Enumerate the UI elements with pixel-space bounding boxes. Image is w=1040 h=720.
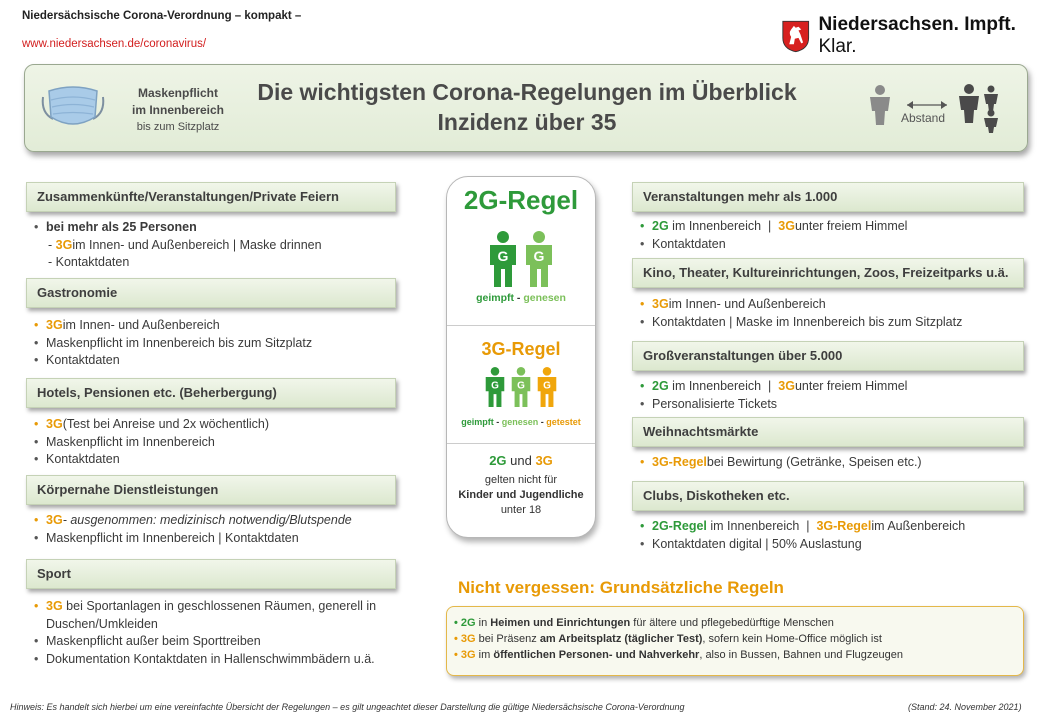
section-header-clubs: Clubs, Diskotheken etc. bbox=[632, 481, 1024, 511]
distance-label: Abstand bbox=[901, 111, 946, 125]
list-body-services bbox=[34, 512, 414, 547]
svg-text:G: G bbox=[543, 380, 551, 392]
list-item: • Kontaktdaten digital | 50% Auslastung bbox=[640, 536, 862, 551]
list-item: • Dokumentation Kontaktdaten in Hallenschwimmbädern u.ä. bbox=[34, 651, 375, 666]
exception-heading: 2G und 3G bbox=[489, 453, 553, 468]
date-stamp: (Stand: 24. November 2021) bbox=[908, 702, 1022, 712]
rule-2g-title: 2G-Regel bbox=[463, 185, 579, 215]
logo-text: Niedersachsen. Impft. Klar. bbox=[818, 14, 1016, 57]
list-item: • 2G-Regel im Innenbereich | 3G-Regel im Außenbereich bbox=[640, 519, 966, 533]
footnote: Hinweis: Es handelt sich hierbei um eine vereinfachte Übersicht der Regelungen – es gilt ungeachtet dieser Darstellung die gültige Niedersächsische Corona-Verordnung bbox=[10, 702, 685, 712]
section-header-events-1000: Veranstaltungen mehr als 1.000 bbox=[632, 182, 1024, 212]
list-culture bbox=[640, 296, 1030, 331]
list-item: - 3G im Innen- und Außenbereich | Maske drinnen bbox=[48, 237, 322, 252]
list-item: - Kontaktdaten bbox=[48, 255, 130, 269]
rule-3g-caption: geimpft - genesen - getestet bbox=[461, 417, 581, 427]
reminder-item: • 2G in Heimen und Einrichtungen für ältere und pflegebedürftige Menschen bbox=[454, 617, 834, 629]
list-item: • Maskenpflicht im Innenbereich | Kontaktdaten bbox=[34, 530, 299, 545]
list-item: • bei mehr als 25 Personen bbox=[34, 220, 197, 234]
niedersachsen-logo bbox=[781, 14, 1040, 58]
list-item: • Personalisierte Tickets bbox=[640, 396, 778, 411]
section-header-events-5000: Großveranstaltungen über 5.000 bbox=[632, 341, 1024, 371]
section-header-body-services: Körpernahe Dienstleistungen bbox=[26, 475, 396, 505]
horse-crest-icon bbox=[781, 18, 810, 54]
reminder-item: • 3G im öffentlichen Personen- und Nahverkehr, also in Bussen, Bahnen und Flugzeugen bbox=[454, 649, 903, 661]
svg-text:G: G bbox=[533, 248, 545, 264]
face-mask-icon bbox=[39, 83, 107, 133]
list-item: • Kontaktdaten bbox=[640, 236, 726, 251]
list-item: • Kontaktdaten bbox=[34, 452, 120, 466]
list-christmas-markets bbox=[640, 454, 1030, 472]
page-title: Die wichtigsten Corona-Regelungen im Überblick Inzidenz über 35 bbox=[257, 79, 797, 135]
list-item: • Kontaktdaten bbox=[34, 353, 120, 367]
reminder-box bbox=[446, 606, 1024, 676]
list-item: • 3G-Regel bei Bewirtung (Getränke, Speisen etc.) bbox=[640, 455, 922, 469]
svg-text:G: G bbox=[497, 248, 509, 264]
reminder-title: Nicht vergessen: Grundsätzliche Regeln bbox=[458, 578, 784, 597]
list-item: • Maskenpflicht im Innenbereich bis zum Sitzplatz bbox=[34, 335, 313, 350]
reminder-item: • 3G bei Präsenz am Arbeitsplatz (täglicher Test), sofern kein Home-Office möglich ist bbox=[454, 633, 882, 645]
section-header-christmas-markets: Weihnachtsmärkte bbox=[632, 417, 1024, 447]
document-title: Niedersächsische Corona-Verordnung – kompakt – bbox=[22, 10, 302, 22]
section-header-sport: Sport bbox=[26, 559, 396, 589]
title-banner bbox=[24, 64, 1028, 152]
list-hotels bbox=[34, 416, 414, 469]
person-green-icon bbox=[484, 367, 506, 407]
section-header-gastronomy: Gastronomie bbox=[26, 278, 396, 308]
list-item: • 3G bei Sportanlagen in geschlossenen Räumen, generell in Duschen/Umkleiden bbox=[34, 599, 377, 631]
svg-text:G: G bbox=[517, 380, 525, 392]
list-clubs bbox=[640, 518, 1030, 553]
section-header-culture: Kino, Theater, Kultureinrichtungen, Zoos, Freizeitparks u.ä. bbox=[632, 258, 1024, 288]
list-item: • 3G (Test bei Anreise und 2x wöchentlich) bbox=[34, 417, 270, 431]
list-item: • 3G im Innen- und Außenbereich bbox=[640, 297, 826, 311]
list-gastronomy bbox=[34, 317, 414, 370]
person-light-green-icon bbox=[524, 231, 554, 287]
person-green-icon bbox=[488, 231, 518, 287]
person-light-green-icon bbox=[510, 367, 532, 407]
exception-text: gelten nicht für Kinder und Jugendliche unter 18 bbox=[458, 474, 584, 516]
list-events-5000 bbox=[640, 378, 1030, 413]
card-divider bbox=[447, 325, 595, 326]
list-item: • 3G im Innen- und Außenbereich bbox=[34, 318, 220, 332]
distance-icon bbox=[865, 83, 1005, 133]
list-item: • Maskenpflicht außer beim Sporttreiben bbox=[34, 634, 261, 648]
card-divider bbox=[447, 443, 595, 444]
list-sport bbox=[34, 598, 414, 668]
rule-3g-figures bbox=[447, 367, 595, 407]
list-gatherings bbox=[34, 219, 414, 272]
list-item: • Kontaktdaten | Maske im Innenbereich bis zum Sitzplatz bbox=[640, 314, 963, 329]
website-link[interactable]: www.niedersachsen.de/coronavirus/ bbox=[22, 38, 207, 50]
section-header-hotels: Hotels, Pensionen etc. (Beherbergung) bbox=[26, 378, 396, 408]
list-item: • 2G im Innenbereich | 3G unter freiem Himmel bbox=[640, 219, 908, 233]
svg-text:G: G bbox=[491, 380, 499, 392]
section-header-gatherings: Zusammenkünfte/Veranstaltungen/Private Feiern bbox=[26, 182, 396, 212]
rules-card bbox=[446, 176, 596, 538]
list-item: • 2G im Innenbereich | 3G unter freiem Himmel bbox=[640, 379, 908, 393]
rule-2g-figures bbox=[447, 231, 595, 287]
person-orange-icon bbox=[536, 367, 558, 407]
rule-3g-title: 3G-Regel bbox=[481, 339, 561, 359]
rule-2g-caption: geimpft - genesen bbox=[476, 292, 566, 304]
mask-rule-label: Maskenpflicht im Innenbereich bis zum Sitzplatz bbox=[131, 86, 225, 133]
list-item: • Maskenpflicht im Innenbereich bbox=[34, 434, 215, 449]
list-item: • 3G - ausgenommen: medizinisch notwendig/Blutspende bbox=[34, 513, 352, 527]
list-events-1000 bbox=[640, 218, 1030, 253]
